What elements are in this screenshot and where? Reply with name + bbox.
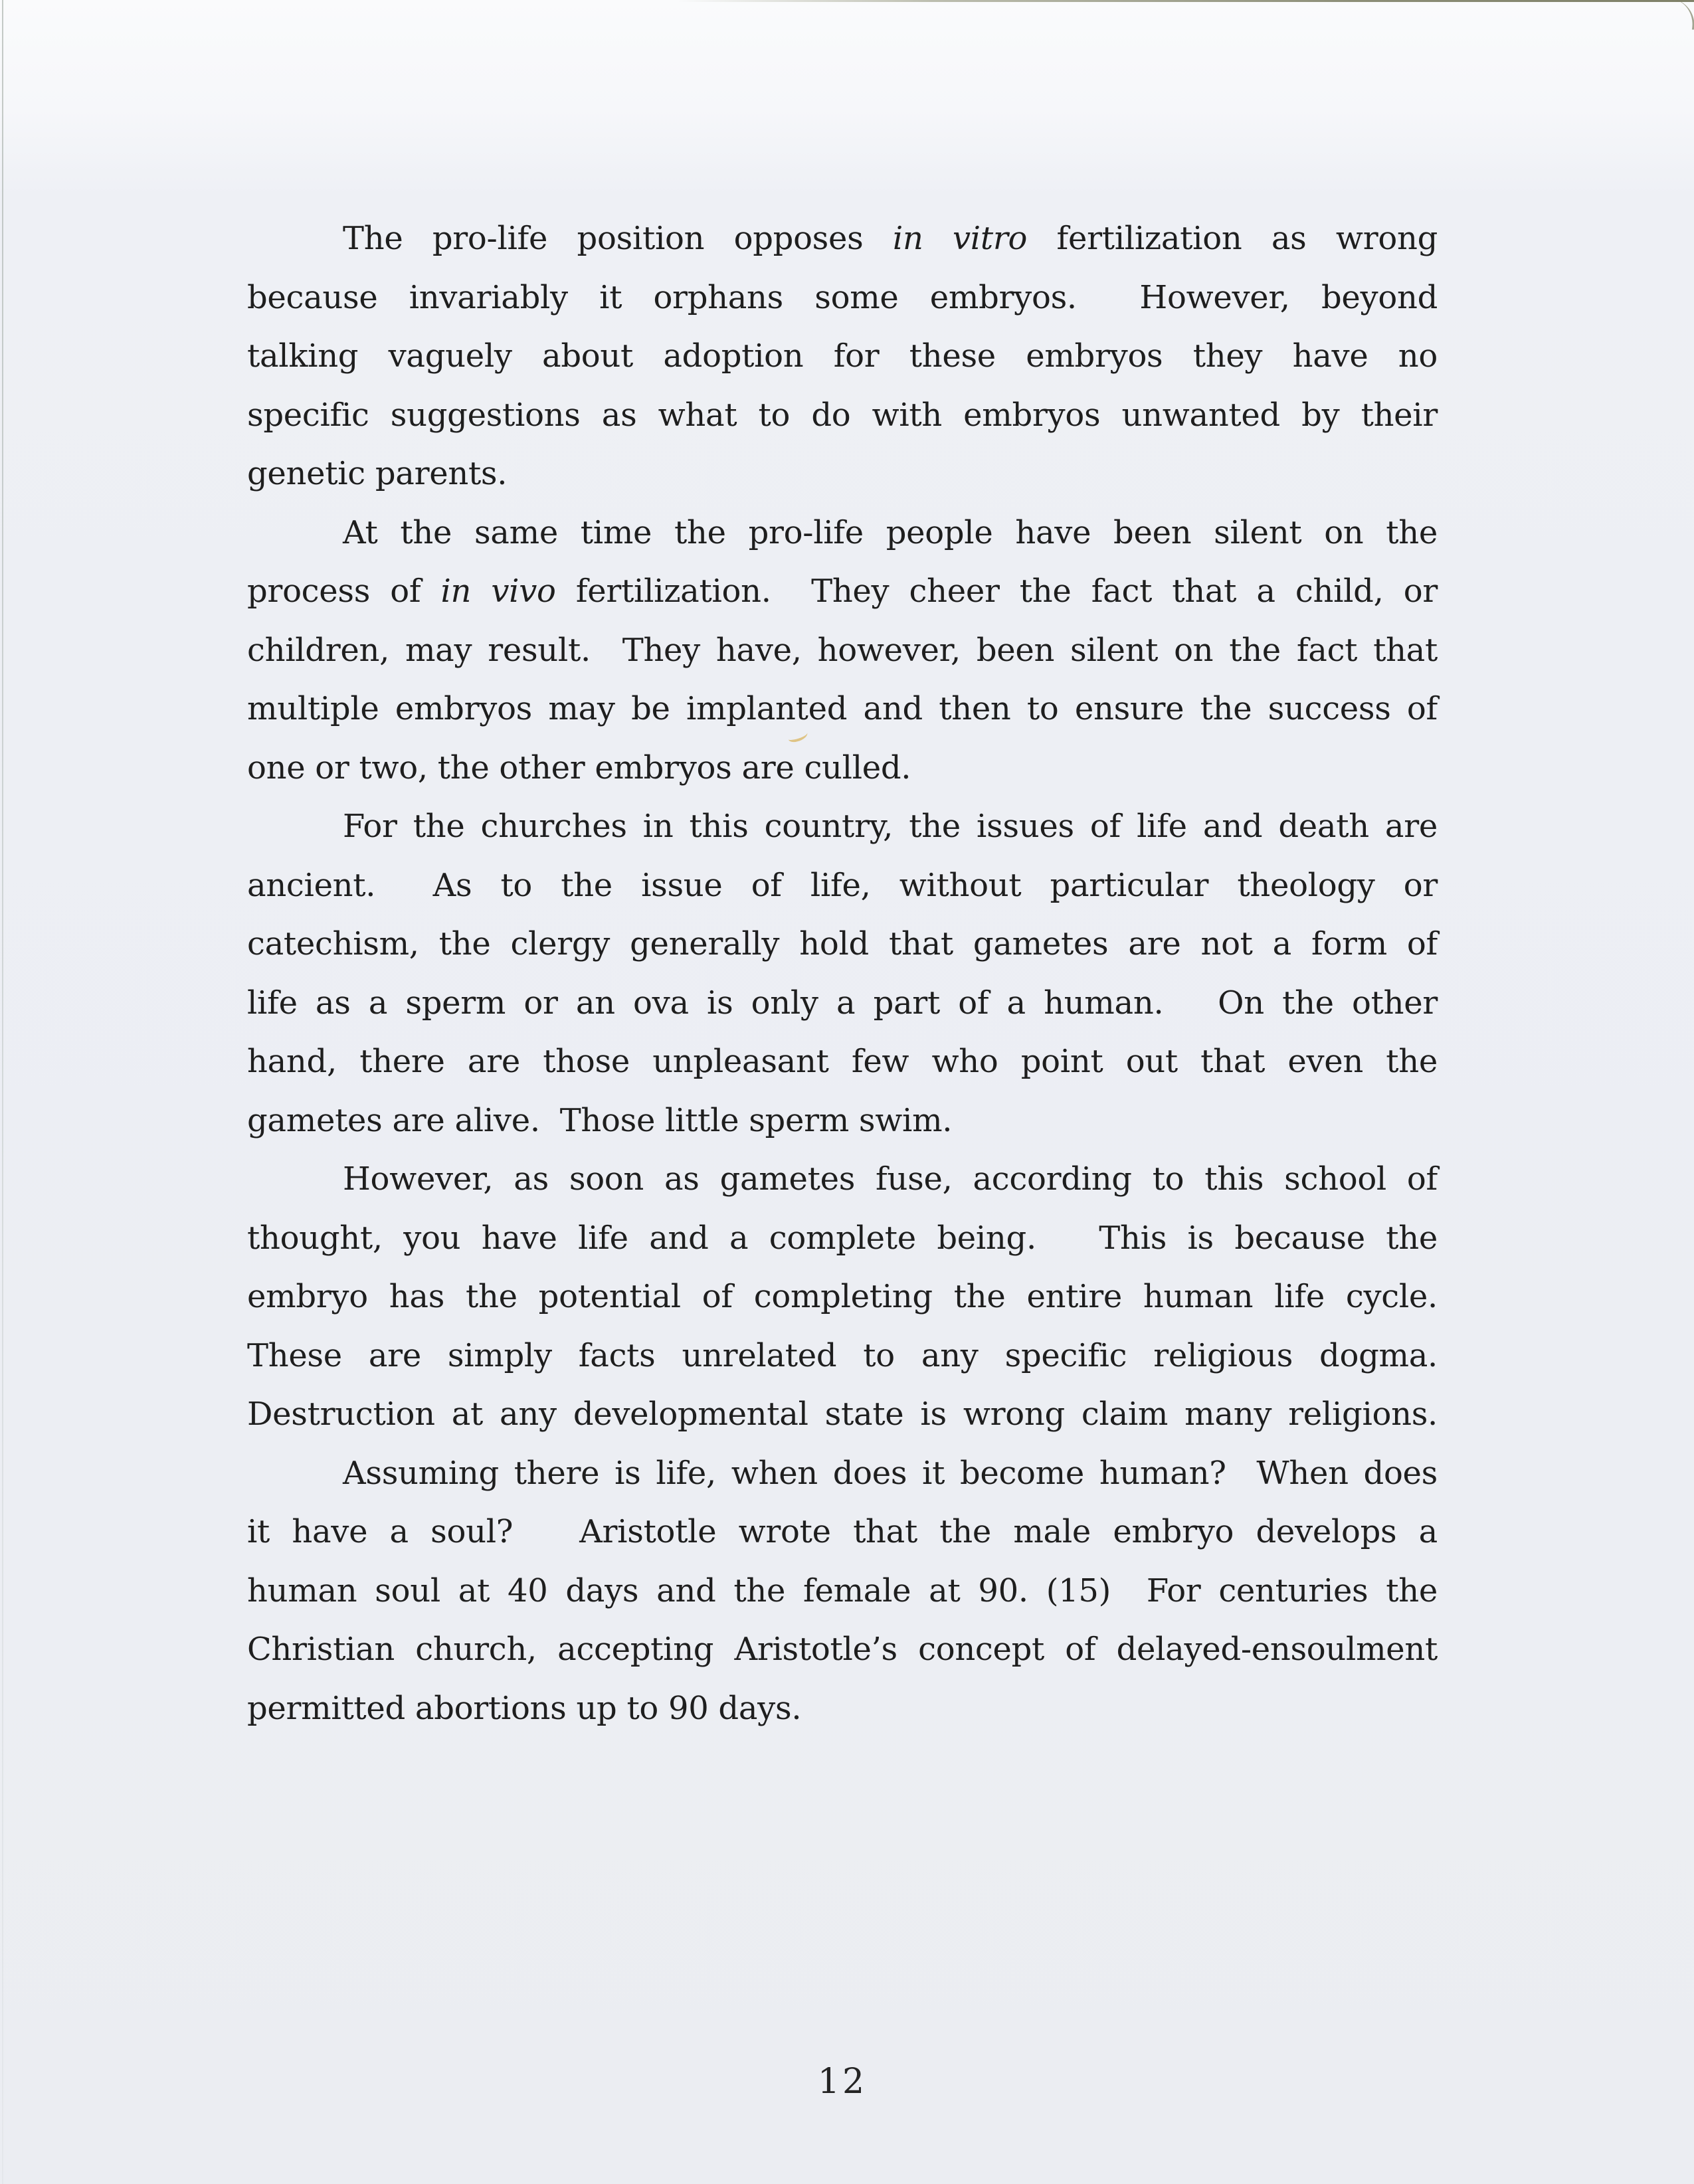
text-segment: because invariably it orphans some embryos. However, beyond	[247, 278, 1438, 316]
text-segment: specific suggestions as what to do with embryos unwanted by their	[247, 396, 1438, 434]
document-body	[247, 209, 1438, 1738]
text-segment: hand, there are those unpleasant few who point out that even the	[247, 1043, 1438, 1080]
text-line	[247, 1562, 1438, 1621]
text-line	[247, 386, 1438, 445]
text-line	[247, 444, 1438, 503]
text-segment: it have a soul? Aristotle wrote that the male embryo develops a	[247, 1513, 1438, 1550]
text-segment: ancient. As to the issue of life, without particular theology or	[247, 866, 1438, 904]
scanner-top-hairline	[0, 0, 1694, 2]
text-segment: Assuming there is life, when does it become human? When does	[343, 1454, 1438, 1492]
text-segment: children, may result. They have, however, been silent on the fact that	[247, 631, 1438, 669]
text-segment: At the same time the pro-life people have been silent on the	[343, 513, 1438, 551]
text-line	[247, 1620, 1438, 1679]
text-segment: However, as soon as gametes fuse, according to this school of	[343, 1160, 1438, 1198]
text-segment: permitted abortions up to 90 days.	[247, 1689, 802, 1727]
text-segment: talking vaguely about adoption for these embryos they have no	[247, 337, 1438, 375]
text-line	[247, 1209, 1438, 1268]
text-line	[247, 797, 1438, 856]
text-segment: one or two, the other embryos are culled.	[247, 749, 911, 786]
text-segment: genetic parents.	[247, 455, 508, 492]
text-segment: For the churches in this country, the issues of life and death are	[343, 808, 1438, 845]
text-segment: catechism, the clergy generally hold that gametes are not a form of	[247, 925, 1438, 962]
text-line	[247, 1502, 1438, 1562]
text-line	[247, 915, 1438, 974]
text-line	[247, 680, 1438, 739]
text-line	[247, 1444, 1438, 1503]
text-segment: life as a sperm or an ova is only a part of a human. On the other	[247, 984, 1438, 1022]
text-line	[247, 974, 1438, 1033]
text-line	[247, 1385, 1438, 1444]
scanner-left-hairline	[2, 0, 3, 2184]
text-line	[247, 268, 1438, 327]
text-segment: Destruction at any developmental state is wrong claim many religions.	[247, 1396, 1438, 1433]
text-segment: These are simply facts unrelated to any specific religious dogma.	[247, 1336, 1438, 1374]
text-line	[247, 503, 1438, 563]
italic-text-segment: in vitro	[892, 220, 1028, 257]
text-segment: gametes are alive. Those little sperm swim.	[247, 1101, 953, 1139]
text-line	[247, 1267, 1438, 1326]
text-line	[247, 1326, 1438, 1386]
text-line	[247, 621, 1438, 680]
text-segment: The pro-life position opposes	[343, 220, 893, 257]
text-segment: fertilization. They cheer the fact that a child, or	[555, 573, 1438, 610]
page-number: 12	[817, 2062, 868, 2102]
text-line	[247, 1150, 1438, 1209]
text-line	[247, 562, 1438, 621]
text-line	[247, 856, 1438, 915]
text-segment: Christian church, accepting Aristotle’s concept of delayed-ensoulment	[247, 1631, 1438, 1668]
text-segment: multiple embryos may be implanted and then to ensure the success of	[247, 690, 1438, 727]
italic-text-segment: in vivo	[440, 573, 556, 610]
text-line	[247, 1091, 1438, 1150]
text-segment: process of	[247, 573, 441, 610]
text-line	[247, 739, 1438, 798]
text-segment: fertilization as wrong	[1027, 220, 1438, 257]
scanner-corner-hairline	[1664, 0, 1694, 30]
text-segment: embryo has the potential of completing the entire human life cycle.	[247, 1278, 1438, 1315]
text-segment: thought, you have life and a complete being. This is because the	[247, 1219, 1438, 1257]
text-line	[247, 327, 1438, 386]
text-line	[247, 1679, 1438, 1738]
text-line	[247, 209, 1438, 268]
text-segment: human soul at 40 days and the female at 90. (15) For centuries the	[247, 1572, 1438, 1609]
text-line	[247, 1032, 1438, 1091]
